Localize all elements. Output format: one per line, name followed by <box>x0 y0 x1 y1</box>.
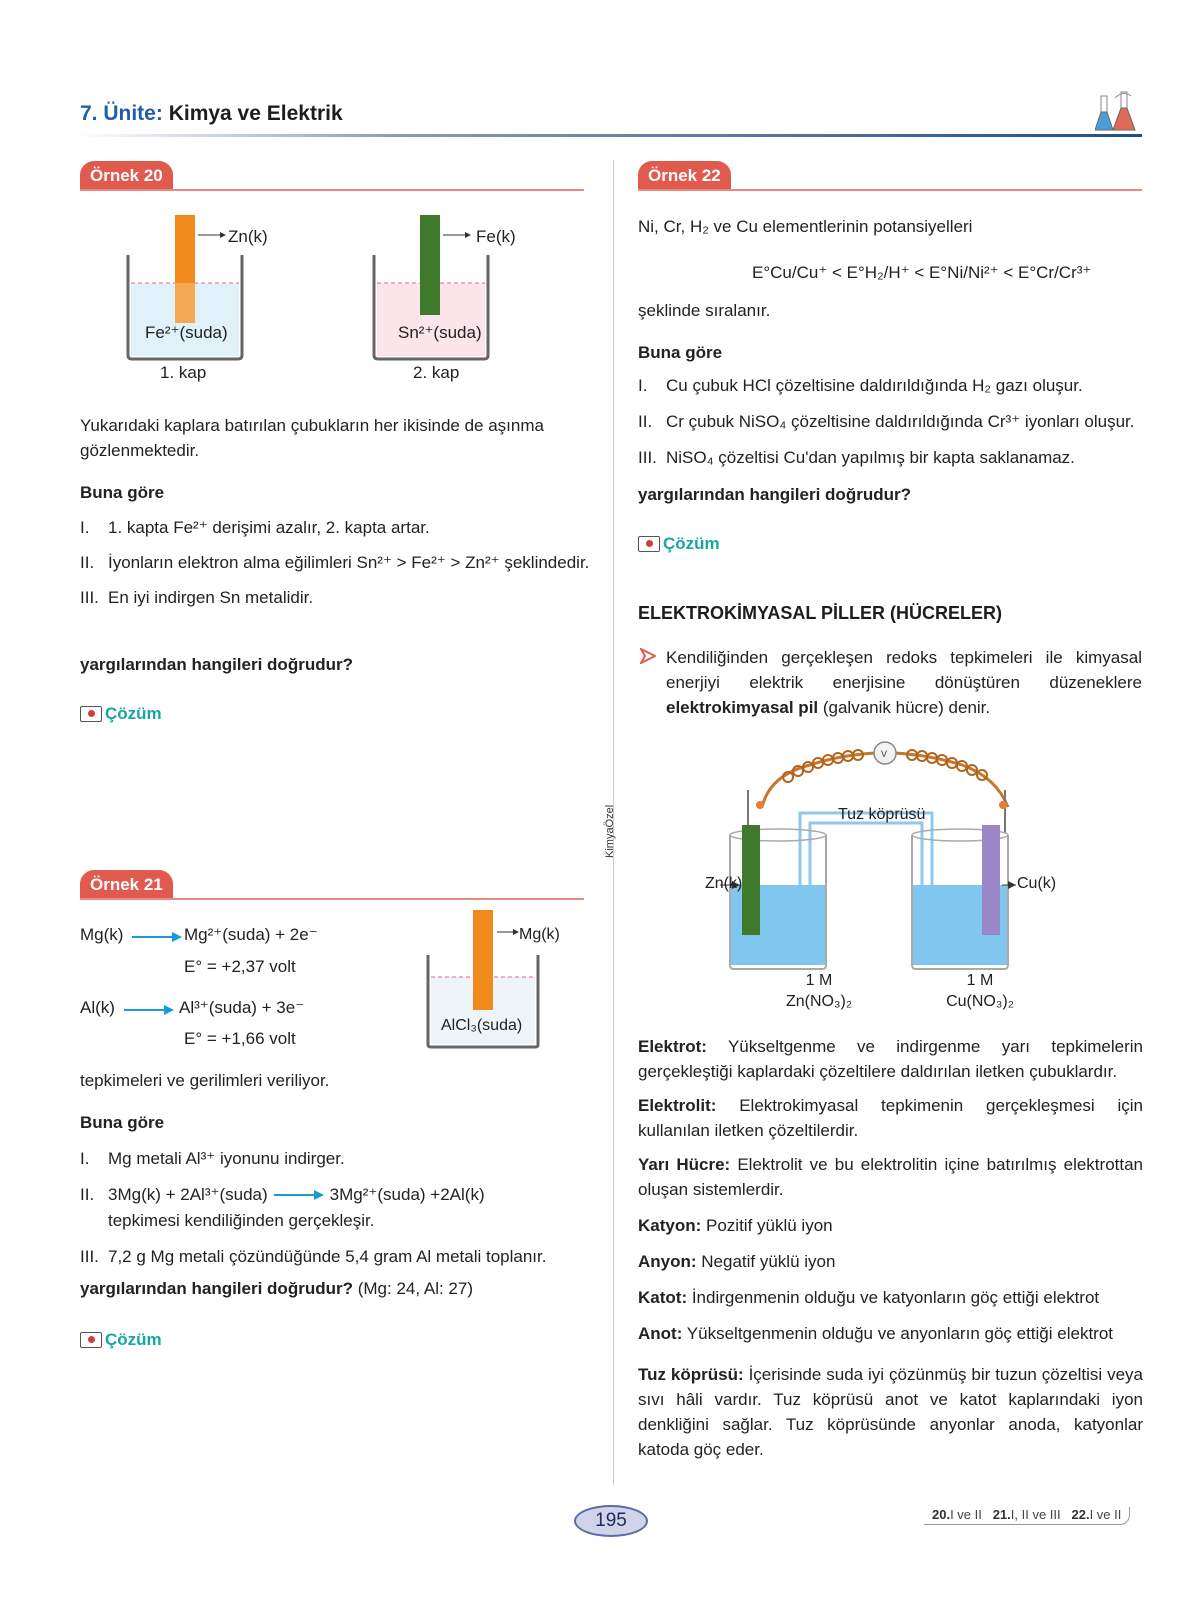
side-label: KimyaÖzel <box>604 804 616 858</box>
left-solution-label: Zn(NO₃)₂ <box>785 993 853 1010</box>
list-item: I. Mg metali Al³⁺ iyonunu indirger. <box>80 1149 345 1168</box>
header-rule <box>78 134 1142 137</box>
definition-cation: Katyon: Pozitif yüklü iyon <box>638 1216 833 1235</box>
list-item: III. NiSO₄ çözeltisi Cu'dan yapılmış bir kapta saklanamaz. <box>638 448 1075 467</box>
ornek-20-rule <box>80 189 584 191</box>
video-icon <box>80 706 102 722</box>
ornek-21-intro: tepkimeleri ve gerilimleri veriliyor. <box>80 1071 330 1090</box>
bullet-arrow-icon <box>640 648 656 664</box>
cu-electrode <box>982 825 1000 935</box>
cup-2-name: 2. kap <box>413 363 460 382</box>
cup-2-solution-label: Sn²⁺(suda) <box>398 323 482 342</box>
galvanic-cell-diagram <box>700 735 1120 1025</box>
ornek-22-intro: Ni, Cr, H₂ ve Cu elementlerinin potansiyelleri <box>638 217 973 236</box>
flask-icon <box>1095 90 1145 138</box>
ornek-20-diagram <box>120 205 520 385</box>
right-electrode-label: Cu(k) <box>1017 875 1057 892</box>
definition-electrolyte: Elektrolit: Elektrokimyasal tepkimenin gerçekleşmesi için kullanılan iletken çözeltilerdir. <box>638 1096 1143 1140</box>
ornek-20-items <box>80 515 590 610</box>
mg-rod <box>473 910 493 1010</box>
definition-anode: Anot: Yükseltgenmenin olduğu ve anyonların göç ettiği elektrot <box>638 1324 1114 1343</box>
reaction-1-right: Mg²⁺(suda) + 2e⁻ <box>184 925 318 944</box>
salt-bridge-label: Tuz köprüsü <box>838 806 926 823</box>
ornek-20-cozum-button[interactable]: Çözüm <box>80 704 162 724</box>
right-solution-label: Cu(NO₃)₂ <box>946 993 1014 1010</box>
section-bullet: Kendiliğinden gerçekleşen redoks tepkimeleri ile kimyasal enerjiyi elektrik enerjisine dönüştüren düzeneklere elektrokimyasal pil (galvanik hücre) denir. <box>666 648 1142 717</box>
reaction-2-potential: E° = +1,66 volt <box>184 1029 296 1048</box>
list-item: I. Cu çubuk HCl çözeltisine daldırıldığında H₂ gazı oluşur. <box>638 376 1083 395</box>
cup-solution-label: AlCl₃(suda) <box>441 1017 523 1034</box>
ornek-22-question: yargılarından hangileri doğrudur? <box>638 485 911 504</box>
ornek-20-question: yargılarından hangileri doğrudur? <box>80 655 353 674</box>
list-item: III. 7,2 g Mg metali çözündüğünde 5,4 gram Al metali toplanır. <box>80 1247 547 1266</box>
list-item: III. En iyi indirgen Sn metalidir. <box>80 588 314 607</box>
unit-number: 7. Ünite: <box>80 102 163 125</box>
list-item-continuation: tepkimesi kendiliğinden gerçekleşir. <box>108 1211 375 1230</box>
ornek-21-buna-gore: Buna göre <box>80 1113 165 1132</box>
ornek-22-label: Örnek 22 <box>638 161 731 191</box>
list-item: II. 3Mg(k) + 2Al³⁺(suda) 3Mg²⁺(suda) +2Al(k) <box>80 1185 485 1204</box>
ornek-22-buna-gore: Buna göre <box>638 343 723 362</box>
cup-metal-label: Mg(k) <box>519 926 560 943</box>
cup-1-metal-label: Zn(k) <box>228 227 268 246</box>
svg-text:V: V <box>881 749 888 759</box>
right-concentration: 1 M <box>966 972 994 989</box>
ornek-21-label: Örnek 21 <box>80 870 173 900</box>
ornek-20-intro: Yukarıdaki kaplara batırılan çubukların her ikisinde de aşınma gözlenmektedir. <box>80 416 544 460</box>
ornek-21-rule <box>80 898 584 900</box>
zn-electrode <box>742 825 760 935</box>
cup-2-metal-label: Fe(k) <box>476 227 516 246</box>
arrow-icon <box>272 1189 326 1201</box>
unit-header <box>80 102 343 126</box>
arrow-icon <box>132 931 182 943</box>
reaction-2-left: Al(k) <box>80 998 115 1017</box>
cup-1-solution-label: Fe²⁺(suda) <box>145 323 228 342</box>
video-icon <box>638 536 660 552</box>
list-item: II. İyonların elektron alma eğilimleri Sn²⁺ > Fe²⁺ > Zn²⁺ şeklindedir. <box>80 553 590 572</box>
ornek-22-items <box>638 373 1148 470</box>
ornek-22-cozum-button[interactable]: Çözüm <box>638 534 720 554</box>
definition-anion: Anyon: Negatif yüklü iyon <box>638 1252 836 1271</box>
wire-left <box>762 753 875 807</box>
unit-title: Kimya ve Elektrik <box>168 102 343 125</box>
wire-right <box>895 753 1008 807</box>
reaction-1-potential: E° = +2,37 volt <box>184 957 296 976</box>
section-title: ELEKTROKİMYASAL PİLLER (HÜCRELER) <box>638 603 1003 623</box>
cup-1-name: 1. kap <box>160 363 207 382</box>
list-item: I. 1. kapta Fe²⁺ derişimi azalır, 2. kapta artar. <box>80 518 430 537</box>
ornek-20-buna-gore: Buna göre <box>80 483 165 502</box>
definition-salt-bridge: Tuz köprüsü: İçerisinde suda iyi çözünmüş bir tuzun çözeltisi veya sıvı hâli vardır. Tuz köprüsü anot ve katot kaplarındaki iyon denkliğini sağlar. Tuz köprüsünde anyonlar anoda, katyonlar katoda göç eder. <box>638 1365 1144 1459</box>
arrow-icon <box>124 1004 174 1016</box>
ornek-22-rule <box>638 189 1142 191</box>
definition-half-cell: Yarı Hücre: Elektrolit ve bu elektrolitin içine batırılmış elektrottan oluşan sistemlerdir. <box>638 1155 1144 1199</box>
definitions <box>638 1034 1143 1462</box>
reaction-2-right: Al³⁺(suda) + 3e⁻ <box>179 998 305 1017</box>
reaction-1-left: Mg(k) <box>80 925 124 944</box>
ornek-22-sequence-end: şeklinde sıralanır. <box>638 301 771 320</box>
definition-cathode: Katot: İndirgenmenin olduğu ve katyonların göç ettiği elektrot <box>638 1288 1100 1307</box>
page-number: 195 <box>574 1505 648 1537</box>
definition-electrode: Elektrot: Yükseltgenme ve indirgenme yarı tepkimelerin gerçekleştiği kaplardaki çözeltilere daldırılan iletken çubuklardır. <box>638 1037 1143 1081</box>
video-icon <box>80 1332 102 1348</box>
left-electrode-label: Zn(k) <box>705 875 743 892</box>
left-concentration: 1 M <box>805 972 833 989</box>
answer-key: 20.I ve II 21.I, II ve III 22.I ve II <box>924 1507 1130 1525</box>
potential-order: E°Cu/Cu⁺ < E°H₂/H⁺ < E°Ni/Ni²⁺ < E°Cr/Cr³⁺ <box>752 263 1092 282</box>
ornek-20-label: Örnek 20 <box>80 161 173 191</box>
fe-rod <box>420 215 440 315</box>
list-item: II. Cr çubuk NiSO₄ çözeltisine daldırıldığında Cr³⁺ iyonları oluşur. <box>638 412 1135 431</box>
ornek-21-question: yargılarından hangileri doğrudur? (Mg: 24, Al: 27) <box>80 1279 473 1298</box>
ornek-21-cozum-button[interactable]: Çözüm <box>80 1330 162 1350</box>
